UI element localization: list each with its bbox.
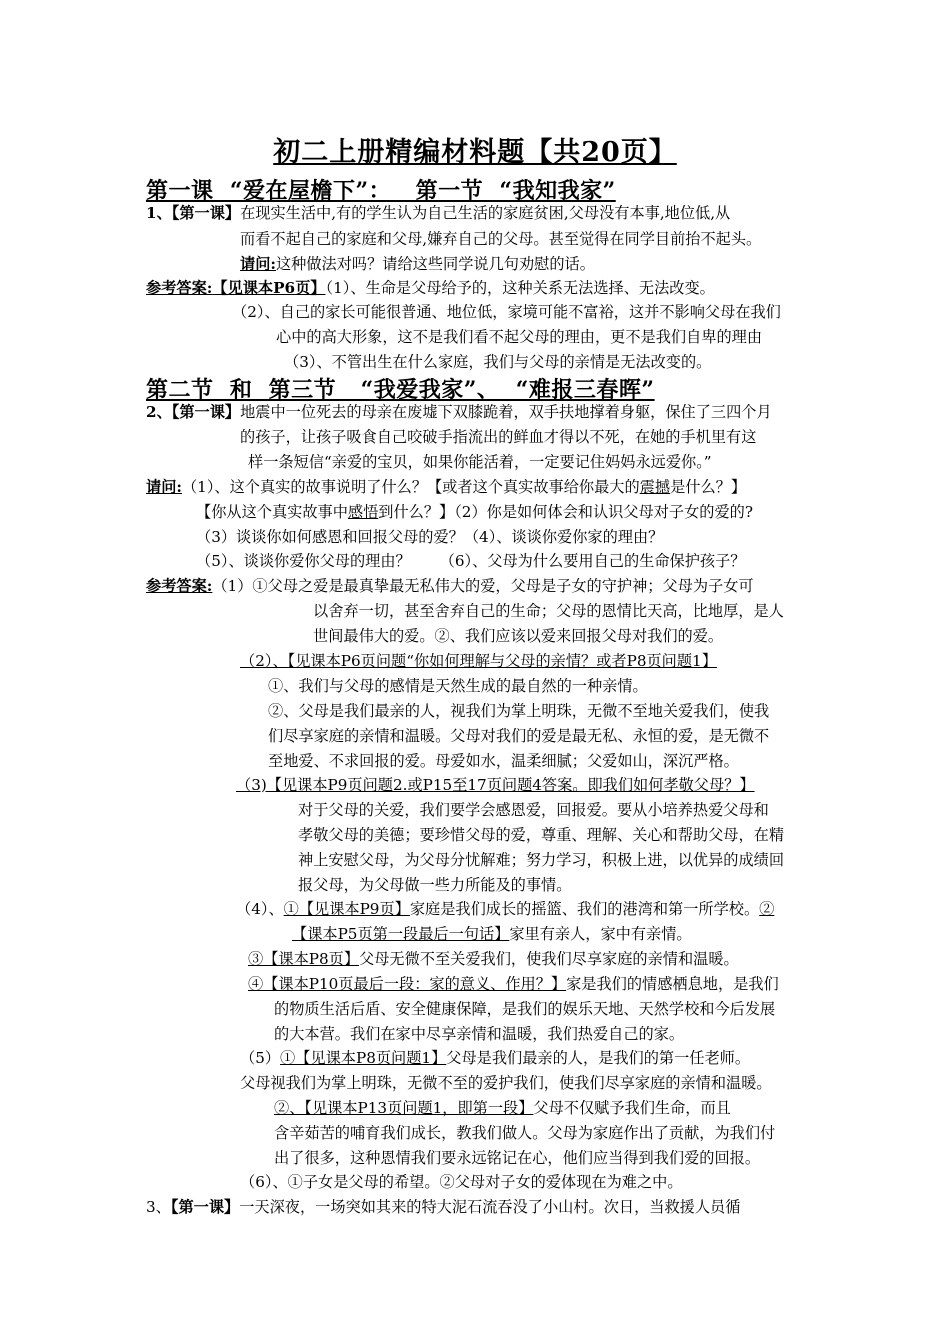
ask-text: 这种做法对吗？请给这些同学说几句劝慰的话。 [275, 255, 595, 273]
answer-text: （3）、不管出生在什么家庭，我们与父母的亲情是无法改变的。 [284, 353, 712, 371]
ask-label: 请问: [240, 255, 276, 273]
question-ask: （3）谈谈你如何感恩和回报父母的爱？（4）、谈谈你爱你家的理由？ [196, 528, 664, 546]
question-tag: 【第一课】 [170, 1198, 240, 1216]
answer-text: 出了很多，这种恩情我们要永远铭记在心，他们应当得到我们爱的回报。 [274, 1149, 760, 1167]
answer-reference: ①【见课本P9页】 [283, 900, 410, 918]
section-heading: 第二节 和 第三节 “我爱我家”、 “难报三春晖” [146, 377, 655, 403]
answer-line [236, 899, 774, 919]
answer-subheading: （3)【见课本P9页问题2.或P15至17页问题4答案。即我们如何孝敬父母？】 [236, 776, 755, 794]
question-3 [146, 1197, 740, 1217]
question-text: 地震中一位死去的母亲在废墟下双膝跪着，双手扶地撑着身躯，保住了三四个月 [240, 403, 772, 421]
answer-text: 父母不仅赋予我们生命，而且 [533, 1099, 731, 1117]
question-text: 一天深夜，一场突如其来的特大泥石流吞没了小山村。次日，当救援人员循 [239, 1198, 741, 1216]
answer-text: 世间最伟大的爱。②、我们应该以爱来回报父母对我们的爱。 [313, 627, 724, 645]
question-ask [196, 502, 753, 522]
answer-text: 以舍弃一切，甚至舍弃自己的生命；父母的恩情比天高，比地厚，是人 [313, 602, 784, 620]
answer-text: 父母无微不至关爱我们，使我们尽享家庭的亲情和温暖。 [359, 950, 739, 968]
answer-text: 父母是我们最亲的人，是我们的第一任老师。 [446, 1049, 751, 1067]
question-2 [146, 402, 772, 422]
answer-text: 对于父母的关爱，我们要学会感恩爱，回报爱。要从小培养热爱父母和 [298, 801, 769, 819]
answer-reference: ②、【见课本P13页问题1，即第一段】 [274, 1099, 534, 1117]
answer-text: （5） [240, 1049, 281, 1067]
answer-reference: 【课本P5页第一段最后一句话】 [292, 925, 510, 943]
question-text: 而看不起自己的家庭和父母,嫌弃自己的父母。甚至觉得在同学目前抬不起头。 [240, 230, 762, 248]
answer-line [248, 974, 779, 994]
question-number: 2、 [146, 403, 172, 421]
ask-text: 【你从这个真实故事中 [196, 503, 348, 521]
question-number: 1、 [146, 204, 172, 222]
answer-reference: ③【课本P8页】 [248, 950, 360, 968]
ask-label: 请问: [146, 478, 182, 496]
answer-text: 家庭是我们成长的摇篮、我们的港湾和第一所学校。 [409, 900, 760, 918]
answer-reference: 【见课本P6页】 [212, 279, 326, 297]
answer-line [274, 1098, 731, 1118]
answer-text: 们尽享家庭的亲情和温暖。父母对我们的爱是最无私、永恒的爱，是无微不 [268, 727, 770, 745]
question-1 [146, 203, 730, 223]
ask-text: 到什么？】（2）你是如何体会和认识父母对子女的爱的? [378, 503, 753, 521]
answer-text: （1）①父母之爱是最真挚最无私伟大的爱，父母是子女的守护神；父母为子女可 [212, 577, 754, 595]
answer-text: 家里有亲人，家中有亲情。 [509, 925, 692, 943]
question-text: 样一条短信“亲爱的宝贝，如果你能活着，一定要记住妈妈永远爱你。” [248, 453, 712, 471]
question-text: 的孩子，让孩子吸食自己咬破手指流出的鲜血才得以不死，在她的手机里有这 [240, 428, 757, 446]
answer-text: 神上安慰父母，为父母分忧解难；努力学习，积极上进，以优异的成绩回 [298, 851, 784, 869]
question-tag: 【第一课】 [171, 403, 241, 421]
answer-reference: ② [759, 900, 775, 918]
answer-text: ②、父母是我们最亲的人，视我们为掌上明珠，无微不至地关爱我们，使我 [268, 702, 770, 720]
answer-subheading: （2）、【见课本P6页问题“你如何理解与父母的亲情？或者P8页问题1】 [240, 652, 717, 670]
answer-text: 的物质生活后盾、安全健康保障，是我们的娱乐天地、天然学校和今后发展 [274, 1000, 776, 1018]
question-ask: （5）、谈谈你爱你父母的理由？ （6）、父母为什么要用自己的生命保护孩子？ [196, 552, 746, 570]
answer-text: 报父母，为父母做一些力所能及的事情。 [298, 876, 572, 894]
answer-text: （1）、生命是父母给予的，这种关系无法选择、无法改变。 [325, 279, 715, 297]
answer-reference: ①【见课本P8页问题1】 [280, 1049, 447, 1067]
ask-text: （1）、这个真实的故事说明了什么？【或者这个真实故事给你最大的 [181, 478, 640, 496]
answer-text: 家是我们的情感栖息地，是我们 [566, 975, 779, 993]
answer-text: （6）、①子女是父母的希望。②父母对子女的爱体现在为难之中。 [240, 1173, 683, 1191]
answer-line [146, 278, 715, 298]
answer-text: ①、我们与父母的感情是天然生成的最自然的一种亲情。 [268, 677, 648, 695]
question-number: 3、 [146, 1198, 171, 1216]
page-title: 初二上册精编材料题【共20页】 [273, 137, 677, 168]
answer-text: 至地爱、不求回报的爱。母爱如水，温柔细腻；父爱如山，深沉严格。 [268, 752, 739, 770]
answer-text: （4）、 [236, 900, 284, 918]
ask-text: 感悟 [347, 503, 379, 521]
question-ask [146, 477, 746, 497]
answer-text: 父母视我们为掌上明珠，无微不至的爱护我们，使我们尽享家庭的亲情和温暖。 [240, 1074, 772, 1092]
answer-line [248, 949, 739, 969]
question-ask [240, 254, 595, 274]
answer-line [146, 576, 754, 596]
answer-label: 参考答案: [146, 279, 213, 297]
ask-text: 是什么？】 [670, 478, 746, 496]
answer-text: 心中的高大形象，这不是我们看不起父母的理由，更不是我们自卑的理由 [276, 328, 762, 346]
ask-text: 震撼 [639, 478, 671, 496]
answer-text: 含辛茹苦的哺育我们成长，教我们做人。父母为家庭作出了贡献，为我们付 [274, 1124, 776, 1142]
answer-text: 孝敬父母的美德；要珍惜父母的爱，尊重、理解、关心和帮助父母，在精 [298, 826, 784, 844]
lesson-heading: 第一课 “爱在屋檐下”： 第一节 “我知我家” [146, 178, 616, 204]
answer-line [292, 924, 692, 944]
question-tag: 【第一课】 [171, 204, 241, 222]
answer-line [240, 1048, 750, 1068]
answer-reference: ④【课本P10页最后一段：家的意义、作用？】 [248, 975, 567, 993]
answer-label: 参考答案: [146, 577, 213, 595]
answer-text: （2）、自己的家长可能很普通、地位低，家境可能不富裕，这并不影响父母在我们 [232, 303, 781, 321]
question-text: 在现实生活中,有的学生认为自己生活的家庭贫困,父母没有本事,地位低,从 [240, 204, 731, 222]
answer-text: 的大本营。我们在家中尽享亲情和温暖，我们热爱自己的家。 [274, 1025, 685, 1043]
